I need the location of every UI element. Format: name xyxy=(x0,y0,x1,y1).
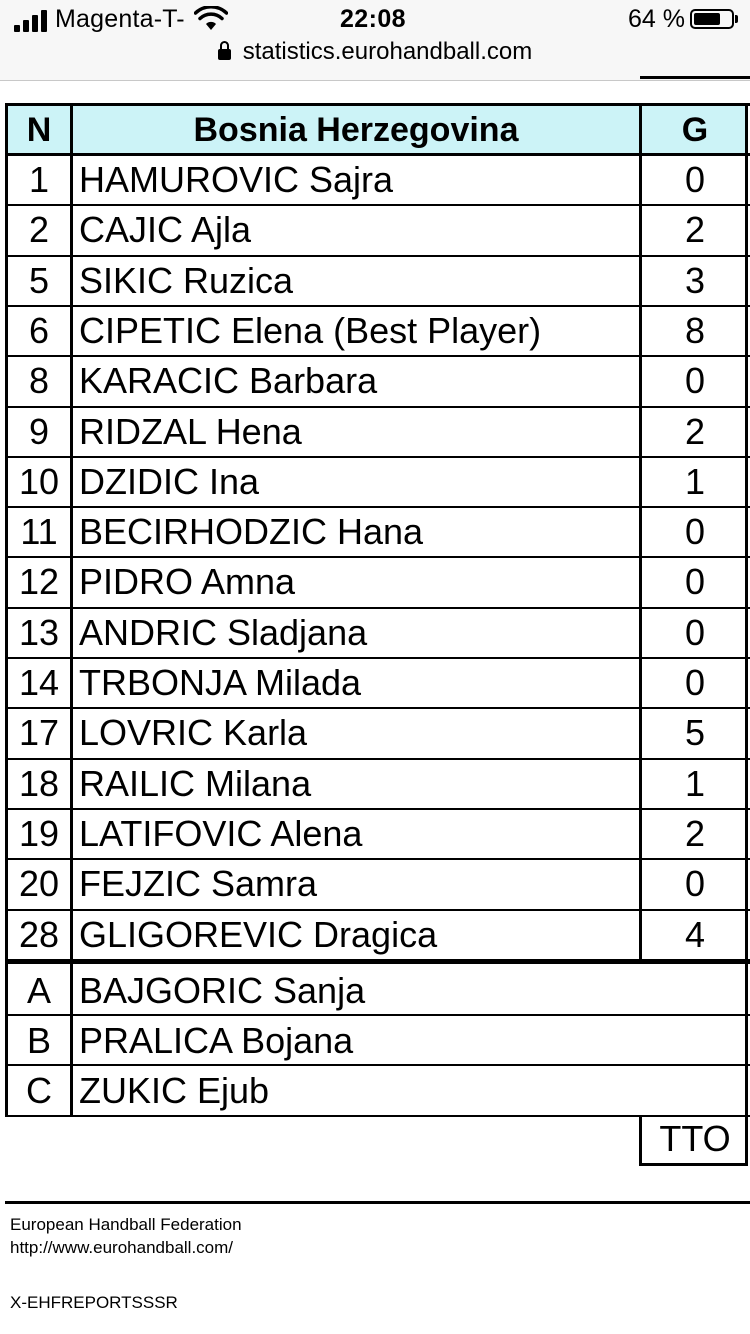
player-name: BECIRHODZIC Hana xyxy=(79,511,424,553)
player-name: FEJZIC Samra xyxy=(79,863,318,905)
address-bar[interactable] xyxy=(0,38,750,66)
official-name: PRALICA Bojana xyxy=(79,1020,354,1062)
player-goals: 5 xyxy=(684,712,706,754)
player-goals: 0 xyxy=(684,360,706,402)
table-top-edge xyxy=(640,76,750,79)
battery-percent: 64 % xyxy=(628,5,685,33)
official-name: ZUKIC Ejub xyxy=(79,1070,270,1112)
player-goals: 1 xyxy=(684,460,706,502)
address-url: statistics.eurohandball.com xyxy=(242,38,533,65)
player-name: PIDRO Amna xyxy=(79,561,296,603)
player-goals: 0 xyxy=(684,863,706,905)
official-code: A xyxy=(26,969,51,1011)
player-number: 17 xyxy=(18,712,60,754)
cellular-signal-icon xyxy=(14,10,48,32)
player-goals: 0 xyxy=(684,159,706,200)
player-number: 2 xyxy=(28,209,50,251)
player-goals: 4 xyxy=(684,913,706,955)
footer-org: European Handball Federation xyxy=(10,1215,242,1234)
carrier-name: Magenta-T- xyxy=(55,5,185,33)
wifi-icon xyxy=(194,6,228,32)
player-number: 18 xyxy=(18,762,60,804)
player-goals: 8 xyxy=(684,309,706,351)
player-number: 5 xyxy=(28,259,50,301)
official-code: C xyxy=(26,1070,52,1112)
player-number: 19 xyxy=(18,812,60,854)
player-number: 1 xyxy=(28,159,50,200)
lock-icon xyxy=(218,49,231,60)
player-name: DZIDIC Ina xyxy=(79,460,260,502)
tto-label: TTO xyxy=(659,1118,731,1159)
official-name: BAJGORIC Sanja xyxy=(79,969,366,1011)
player-number: 13 xyxy=(18,611,60,653)
table-divider-goals xyxy=(639,103,642,961)
player-name: TRBONJA Milada xyxy=(79,662,362,703)
player-name: LATIFOVIC Alena xyxy=(79,812,363,854)
player-number: 8 xyxy=(28,360,50,402)
header-number: N xyxy=(26,111,52,149)
battery-icon xyxy=(690,9,734,29)
player-goals: 0 xyxy=(684,561,706,603)
player-number: 28 xyxy=(18,913,60,955)
player-number: 11 xyxy=(20,511,58,553)
footer-divider xyxy=(5,1201,750,1204)
player-goals: 2 xyxy=(684,812,706,854)
player-goals: 0 xyxy=(684,662,706,703)
table-border-right xyxy=(745,103,748,1117)
player-number: 9 xyxy=(28,410,50,452)
player-goals: 2 xyxy=(684,410,706,452)
player-number: 6 xyxy=(28,309,50,351)
header-goals: G xyxy=(681,111,709,149)
player-name: HAMUROVIC Sajra xyxy=(79,159,394,200)
player-number: 14 xyxy=(18,662,60,703)
player-name: GLIGOREVIC Dragica xyxy=(79,913,438,955)
player-name: RAILIC Milana xyxy=(79,762,312,804)
table-divider-num xyxy=(70,103,73,1117)
table-border-left xyxy=(5,103,8,1117)
tto-box-left xyxy=(639,1117,642,1165)
official-code: B xyxy=(26,1020,51,1062)
clock-time: 22:08 xyxy=(340,5,406,33)
status-bar xyxy=(0,0,750,81)
player-name: SIKIC Ruzica xyxy=(79,259,294,301)
player-name: LOVRIC Karla xyxy=(79,712,308,754)
player-number: 12 xyxy=(18,561,60,603)
footer-url[interactable]: http://www.eurohandball.com/ xyxy=(10,1238,234,1257)
footer-report-code: X-EHFREPORTSSSR xyxy=(10,1293,178,1312)
player-name: KARACIC Barbara xyxy=(79,360,378,402)
player-name: RIDZAL Hena xyxy=(79,410,302,452)
player-number: 10 xyxy=(18,460,60,502)
battery-cap xyxy=(735,15,738,23)
player-name: CIPETIC Elena (Best Player) xyxy=(79,309,542,351)
player-goals: 0 xyxy=(684,511,706,553)
player-goals: 3 xyxy=(684,259,706,301)
player-name: ANDRIC Sladjana xyxy=(79,611,368,653)
player-number: 20 xyxy=(18,863,60,905)
player-goals: 2 xyxy=(684,209,706,251)
header-team-name: Bosnia Herzegovina xyxy=(193,111,519,149)
player-goals: 0 xyxy=(684,611,706,653)
player-goals: 1 xyxy=(684,762,706,804)
player-name: CAJIC Ajla xyxy=(79,209,252,251)
tto-box-bottom xyxy=(639,1163,748,1166)
